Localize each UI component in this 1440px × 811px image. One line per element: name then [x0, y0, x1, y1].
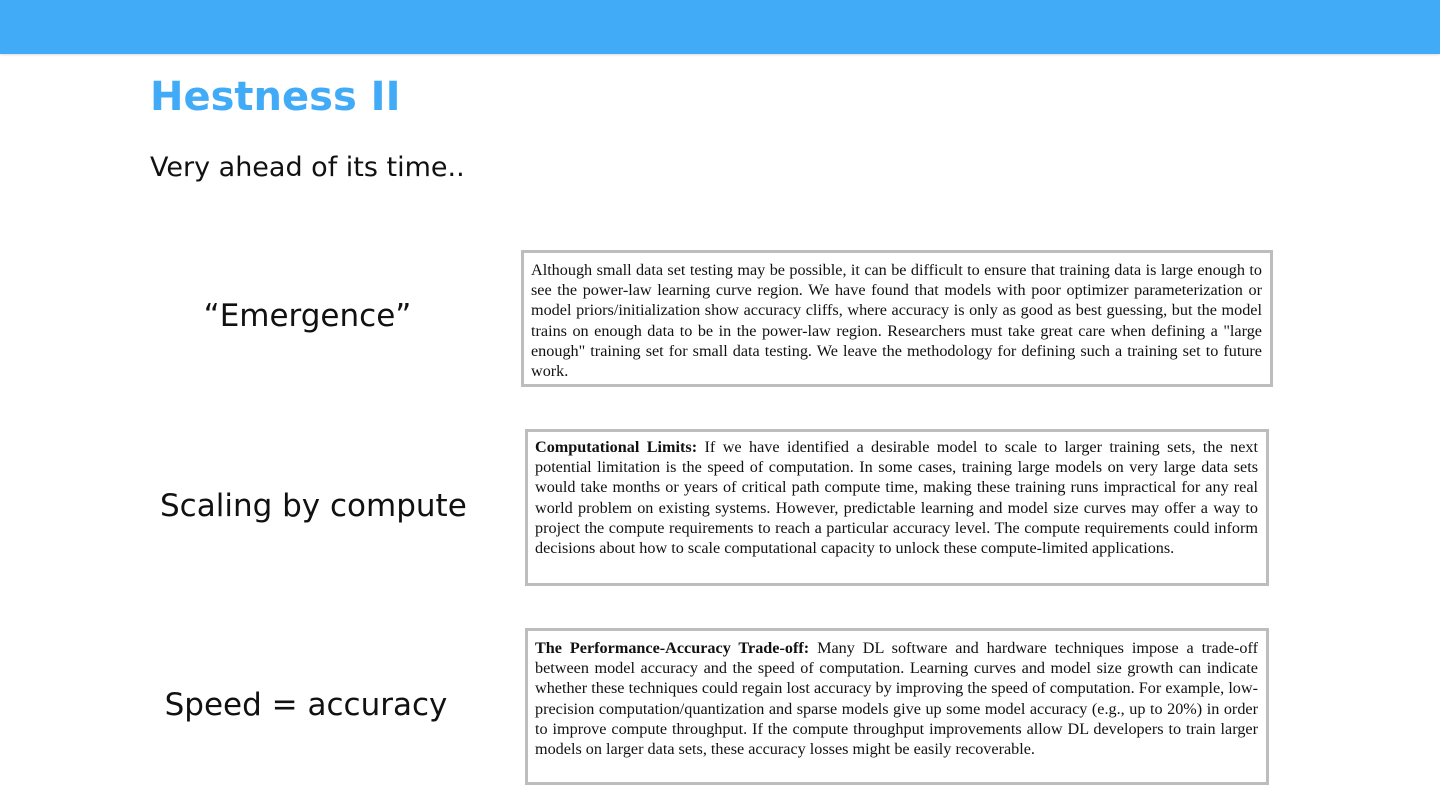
excerpt-heading: The Performance-Accuracy Trade-off: — [535, 639, 810, 657]
slide-subtitle: Very ahead of its time.. — [150, 152, 465, 183]
paper-excerpt-computational-limits — [525, 429, 1269, 586]
excerpt-text: Although small data set testing may be possible, it can be difficult to ensure that training data is large enough to see the power-law learning curve region. We have found that models with poor optimizer parameterization or model priors/initialization show accuracy cliffs, where accuracy is only as good as best guessing, but the model trains on enough data to be in the power-law region. Researchers must take great care when defining a "large enough" training set for small data testing. We leave the methodology for defining such a training set to future work. — [531, 261, 1262, 381]
paper-excerpt-emergence — [521, 250, 1273, 387]
row-label-scaling-by-compute: Scaling by compute — [160, 488, 467, 524]
slide-title: Hestness II — [150, 74, 401, 120]
header-bar — [0, 0, 1440, 54]
paper-excerpt-performance-accuracy — [525, 628, 1269, 785]
excerpt-text: If we have identified a desirable model to scale to larger training sets, the next potential limitation is the speed of computation. In some cases, training large models on very large data sets would take months or years of critical path compute time, making these training runs impractical for any real world problem on existing systems. However, predictable learning and model size curves may offer a way to project the compute requirements to reach a particular accuracy level. The compute requirements could inform decisions about how to scale computational capacity to unlock these compute-limited applications. — [535, 438, 1258, 558]
row-label-speed-accuracy: Speed = accuracy — [164, 687, 448, 723]
row-label-emergence: “Emergence” — [203, 298, 412, 334]
excerpt-heading: Computational Limits: — [535, 438, 698, 456]
excerpt-text: Many DL software and hardware techniques impose a trade-off between model accuracy and the speed of computation. Learning curves and model size growth can indicate whether these techniques could regain lost accuracy by improving the speed of computation. For example, low-precision computation/quantization and sparse models give up some model accuracy (e.g., up to 20%) in order to improve compute throughput. If the compute throughput improvements allow DL developers to train larger models on larger data sets, these accuracy losses might be easily recoverable. — [535, 639, 1258, 759]
